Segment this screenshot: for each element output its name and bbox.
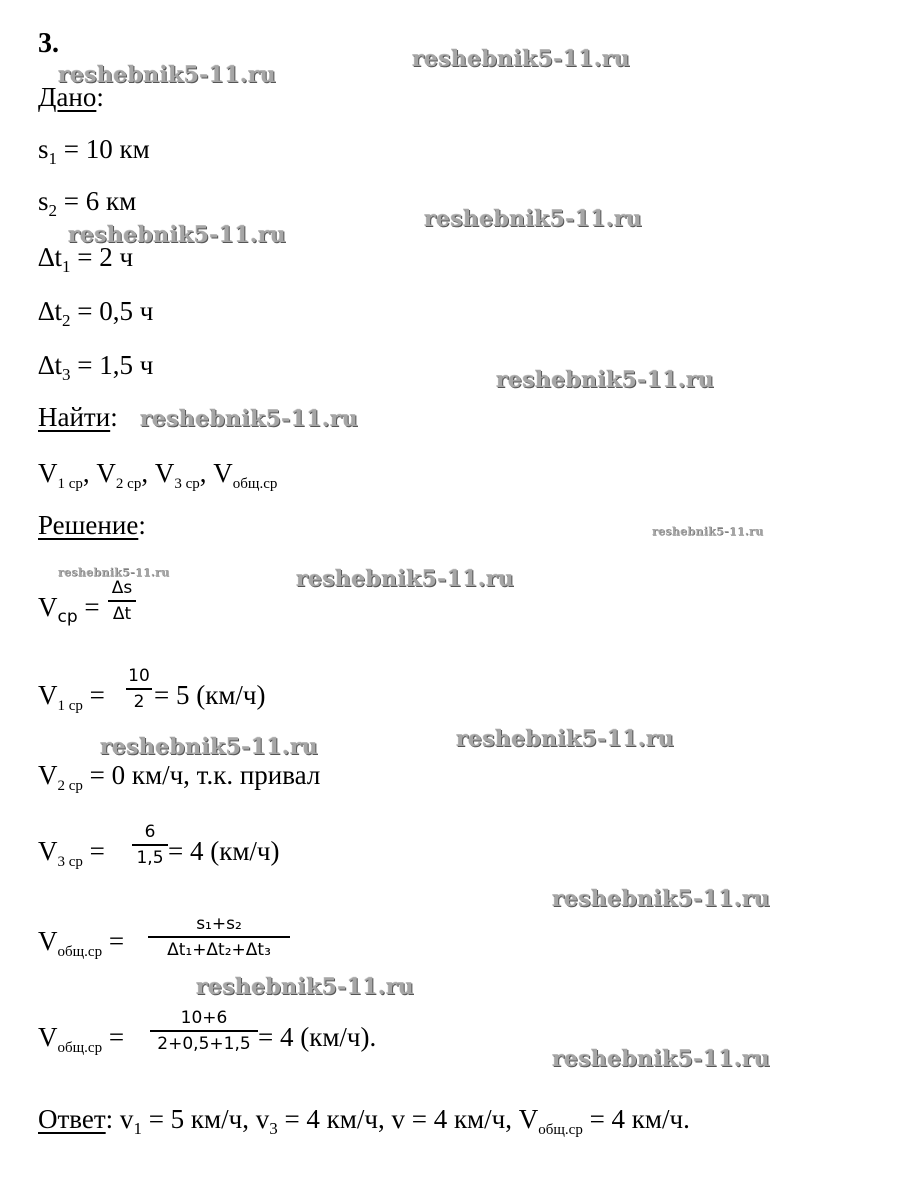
watermark: reshebnik5-11.ru [58, 566, 170, 579]
v1-result: = 5 (км/ч) [154, 680, 266, 710]
watermark: reshebnik5-11.ru [456, 726, 675, 752]
v2-line: $V_{2 ср} = 0$ км/ч, т.к. привал [38, 760, 321, 794]
watermark: reshebnik5-11.ru [196, 974, 415, 1000]
v3-lhs: $V_{3 ср}$ = [38, 836, 105, 870]
watermark: reshebnik5-11.ru [140, 406, 359, 432]
vavg-calc-lhs: $V_{общ.ср}$ = [38, 1022, 125, 1056]
fraction: 10+6 2+0,5+1,5 [150, 1008, 258, 1054]
given-heading: Дано: [38, 82, 104, 112]
watermark: reshebnik5-11.ru [424, 206, 643, 232]
watermark: reshebnik5-11.ru [652, 525, 764, 538]
fraction: s₁+s₂ Δt₁+Δt₂+Δt₃ [148, 914, 290, 960]
answer-heading: Ответ [38, 1104, 106, 1134]
given-line: $s_2 = 6$ км [38, 186, 137, 220]
watermark: reshebnik5-11.ru [296, 566, 515, 592]
watermark: reshebnik5-11.ru [496, 367, 715, 393]
solution-heading: Решение: [38, 510, 146, 540]
formula-lhs: $V_{ср}$ = [38, 592, 100, 627]
find-values: $V_{1 ср}$, $V_{2 ср}$, $V_{3 ср}$, $V_{общ.ср}$ [38, 458, 278, 492]
fraction: 10 2 [126, 666, 152, 712]
find-heading: Найти: [38, 402, 118, 432]
given-line: $s_1 = 10$ км [38, 134, 150, 168]
fraction: 6 1,5 [132, 822, 168, 868]
given-line: $\Delta t_2 = 0,5$ ч [38, 296, 154, 330]
problem-number: 3. [38, 28, 59, 59]
given-line: $\Delta t_1 = 2$ ч [38, 242, 134, 276]
watermark: reshebnik5-11.ru [100, 734, 319, 760]
watermark: reshebnik5-11.ru [552, 1046, 771, 1072]
watermark: reshebnik5-11.ru [412, 46, 631, 72]
watermark: reshebnik5-11.ru [68, 222, 287, 248]
v1-lhs: $V_{1 ср}$ = [38, 680, 105, 714]
v3-result: = 4 (км/ч) [168, 836, 280, 866]
vavg-calc-result: = 4 (км/ч). [258, 1022, 377, 1052]
answer-line: Ответ: $v_1 = 5$ км/ч, $v_3 = 4$ км/ч, v = 4 км/ч, $V_{общ.ср} = 4$ км/ч. [38, 1104, 690, 1138]
given-line: $\Delta t_3 = 1,5$ ч [38, 350, 154, 384]
vavg-formula-lhs: $V_{общ.ср}$ = [38, 926, 125, 960]
fraction: Δs Δt [108, 578, 136, 624]
watermark: reshebnik5-11.ru [58, 62, 277, 88]
watermark: reshebnik5-11.ru [552, 886, 771, 912]
